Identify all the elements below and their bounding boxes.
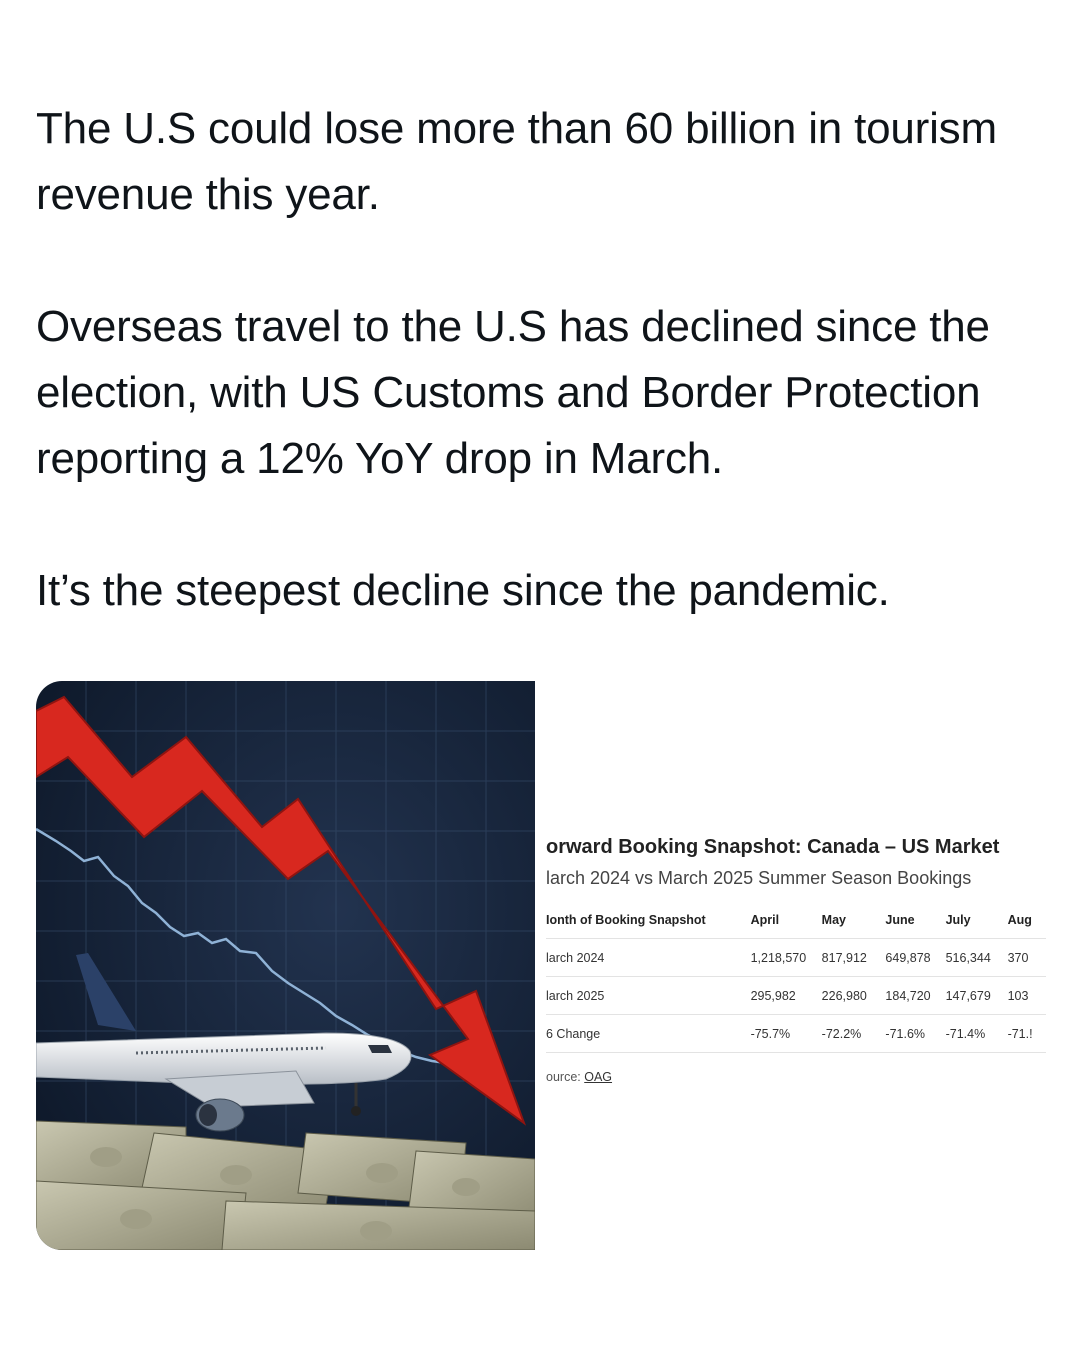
table-cell: -75.7% xyxy=(751,1015,822,1053)
table-cell: 295,982 xyxy=(751,977,822,1015)
table-row xyxy=(546,977,1046,1015)
source-label: ource: xyxy=(546,1070,581,1084)
table-cell: 649,878 xyxy=(885,939,945,977)
post-paragraph-2: Overseas travel to the U.S has declined since the election, with US Customs and Border Protection reporting a 12% YoY drop in March. xyxy=(36,302,990,483)
table-cell: 226,980 xyxy=(822,977,886,1015)
table-title: orward Booking Snapshot: Canada – US Market xyxy=(546,836,1000,858)
table-row xyxy=(546,1015,1046,1053)
table-cell: 370 xyxy=(1008,939,1046,977)
post-text xyxy=(36,96,1056,624)
table-row xyxy=(546,939,1046,977)
table-cell: -71.! xyxy=(1008,1015,1046,1053)
column-header: April xyxy=(751,901,822,939)
table-cell: larch 2025 xyxy=(546,977,751,1015)
booking-table xyxy=(546,901,1046,1053)
source-link: OAG xyxy=(584,1070,613,1084)
table-cell: 516,344 xyxy=(946,939,1008,977)
table-cell: 147,679 xyxy=(946,977,1008,1015)
post-paragraph-3: It’s the steepest decline since the pandemic. xyxy=(36,566,890,615)
column-header: Ionth of Booking Snapshot xyxy=(546,901,751,939)
table-cell: -72.2% xyxy=(822,1015,886,1053)
post-paragraph-1: The U.S could lose more than 60 billion in tourism revenue this year. xyxy=(36,104,997,219)
table-cell: -71.6% xyxy=(885,1015,945,1053)
column-header: June xyxy=(885,901,945,939)
table-cell: 103 xyxy=(1008,977,1046,1015)
column-header: May xyxy=(822,901,886,939)
table-cell: 817,912 xyxy=(822,939,886,977)
table-cell: 184,720 xyxy=(885,977,945,1015)
airplane-decline-photo[interactable] xyxy=(36,681,535,1250)
booking-snapshot-table-image xyxy=(535,681,1046,1250)
table-header-row xyxy=(546,901,1046,939)
table-source xyxy=(546,1070,612,1084)
table-cell: larch 2024 xyxy=(546,939,751,977)
column-header: Aug xyxy=(1008,901,1046,939)
post-media[interactable] xyxy=(36,681,1046,1250)
table-cell: 1,218,570 xyxy=(751,939,822,977)
column-header: July xyxy=(946,901,1008,939)
table-cell: 6 Change xyxy=(546,1015,751,1053)
table-subtitle: larch 2024 vs March 2025 Summer Season Bookings xyxy=(546,868,972,888)
table-cell: -71.4% xyxy=(946,1015,1008,1053)
